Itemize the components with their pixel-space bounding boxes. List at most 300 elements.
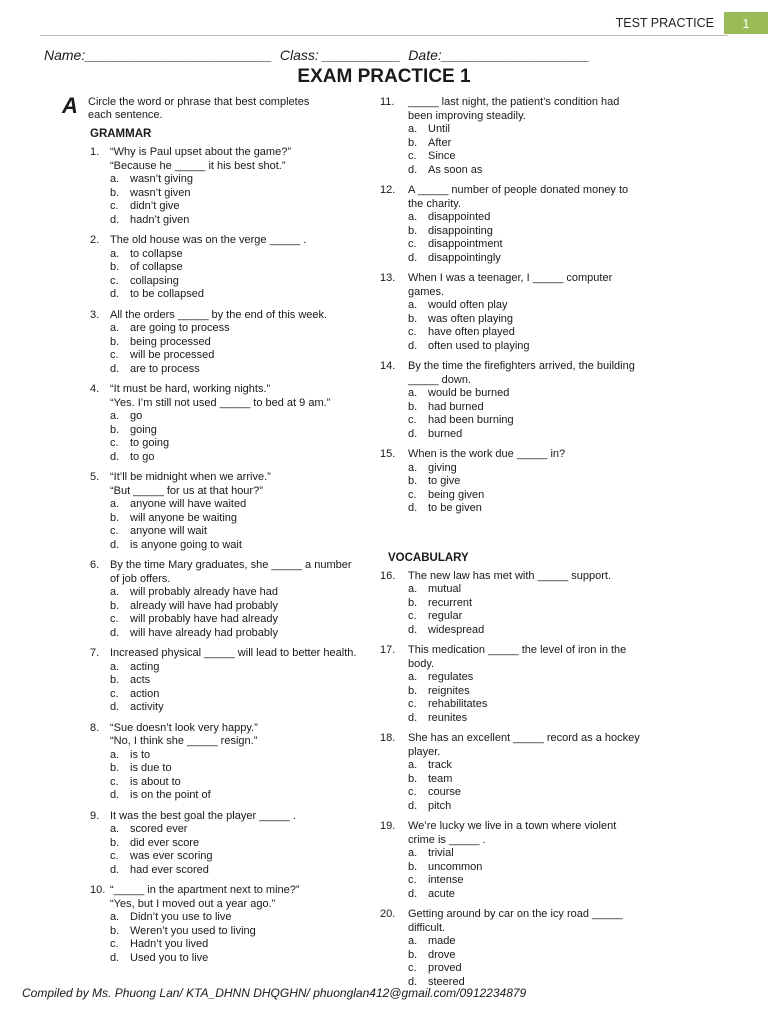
answer-option[interactable]	[408, 502, 720, 516]
option-letter: a.	[408, 387, 418, 399]
answer-option[interactable]	[110, 424, 362, 438]
question-stem: By the time Mary graduates, she _____ a number	[110, 559, 352, 571]
option-text: Weren’t you used to living	[130, 924, 256, 937]
answer-option[interactable]	[110, 586, 362, 600]
answer-option[interactable]	[408, 671, 720, 685]
question-number: 8.	[90, 721, 100, 734]
answer-option[interactable]	[408, 861, 720, 875]
option-text: steered	[428, 975, 465, 988]
option-letter: d.	[408, 251, 418, 264]
option-letter: b.	[408, 596, 418, 609]
answer-option[interactable]	[110, 525, 362, 539]
answer-option[interactable]	[408, 475, 720, 489]
option-letter: c.	[110, 274, 119, 287]
question-stem: games.	[408, 285, 445, 298]
answer-option[interactable]	[110, 437, 362, 451]
option-text: pitch	[428, 799, 452, 812]
answer-option[interactable]	[110, 600, 362, 614]
answer-option[interactable]	[408, 225, 720, 239]
answer-option[interactable]	[110, 911, 362, 925]
option-letter: a.	[408, 671, 418, 683]
answer-option[interactable]	[408, 340, 720, 354]
option-letter: c.	[408, 150, 417, 162]
right-column	[380, 96, 720, 996]
option-letter: d.	[408, 623, 418, 636]
question-item	[380, 908, 720, 989]
option-letter: d.	[408, 163, 418, 176]
grammar-questions-continued	[380, 96, 720, 516]
option-text: wasn’t giving	[130, 173, 193, 185]
answer-option[interactable]	[408, 698, 720, 712]
option-letter: a.	[110, 660, 120, 673]
answer-option[interactable]	[408, 759, 720, 773]
question-number: 1.	[90, 146, 100, 158]
answer-option[interactable]	[408, 583, 720, 597]
option-letter: c.	[110, 613, 119, 625]
question-stem: The old house was on the verge _____ .	[110, 234, 307, 246]
question-item	[62, 146, 362, 227]
option-text: Hadn’t you lived	[130, 938, 209, 950]
question-stem: “It must be hard, working nights.”	[110, 383, 271, 395]
answer-option[interactable]	[110, 627, 362, 641]
option-text: uncommon	[428, 860, 483, 873]
option-text: regular	[428, 610, 463, 622]
option-letter: d.	[408, 502, 418, 514]
question-stem: body.	[408, 657, 435, 670]
option-text: is about to	[130, 775, 181, 788]
option-letter: a.	[408, 583, 418, 595]
option-letter: a.	[110, 498, 120, 510]
option-text: disappointment	[428, 238, 503, 250]
question-stem: All the orders _____ by the end of this week.	[110, 308, 328, 321]
question-item	[62, 722, 362, 803]
answer-option[interactable]	[408, 935, 720, 949]
answer-option[interactable]	[408, 387, 720, 401]
option-letter: b.	[110, 674, 120, 686]
question-stem: “No, I think she _____ resign.”	[110, 735, 258, 747]
option-letter: b.	[408, 772, 418, 785]
question-stem: Getting around by car on the icy road _____	[408, 908, 623, 920]
section-instruction: Circle the word or phrase that best completes each sentence.	[88, 96, 310, 121]
answer-option[interactable]	[408, 313, 720, 327]
question-stem: “Yes, but I moved out a year ago.”	[110, 897, 276, 910]
option-text: being processed	[130, 335, 211, 348]
option-letter: c.	[110, 775, 119, 788]
option-text: course	[428, 786, 462, 798]
answer-option[interactable]	[110, 701, 362, 715]
option-text: burned	[428, 427, 463, 440]
option-text: was ever scoring	[130, 850, 213, 862]
option-text: As soon as	[428, 163, 483, 176]
page-header	[616, 12, 768, 34]
question-stem: “Sue doesn’t look very happy.”	[110, 721, 258, 734]
answer-option[interactable]	[110, 938, 362, 952]
grammar-heading: GRAMMAR	[90, 128, 152, 140]
question-stem: When I was a teenager, I _____ computer	[408, 272, 613, 284]
option-text: disappointed	[428, 211, 491, 223]
option-text: mutual	[428, 583, 462, 595]
option-letter: a.	[408, 759, 418, 771]
option-letter: a.	[408, 847, 418, 859]
option-letter: b.	[408, 136, 418, 149]
answer-option[interactable]	[408, 299, 720, 313]
answer-option[interactable]	[110, 864, 362, 878]
answer-option[interactable]	[110, 173, 362, 187]
option-text: go	[130, 410, 143, 422]
answer-option[interactable]	[110, 336, 362, 350]
option-text: activity	[130, 701, 164, 713]
question-stem: “Why is Paul upset about the game?”	[110, 146, 291, 158]
option-text: widespread	[428, 623, 485, 636]
answer-option[interactable]	[110, 322, 362, 336]
option-letter: d.	[110, 863, 120, 876]
option-text: had been burning	[428, 414, 514, 426]
option-letter: c.	[110, 200, 119, 212]
answer-option[interactable]	[110, 288, 362, 302]
answer-option[interactable]	[110, 539, 362, 553]
option-text: action	[130, 687, 160, 700]
option-text: intense	[428, 874, 464, 886]
question-number: 3.	[90, 308, 100, 321]
option-letter: d.	[408, 427, 418, 440]
question-item	[380, 360, 720, 441]
option-letter: d.	[110, 538, 120, 551]
option-text: disappointingly	[428, 251, 501, 264]
question-item	[62, 383, 362, 464]
option-letter: b.	[408, 860, 418, 873]
question-number: 12.	[380, 184, 396, 196]
option-text: acts	[130, 674, 151, 686]
question-number: 13.	[380, 272, 396, 284]
answer-option[interactable]	[110, 850, 362, 864]
option-letter: a.	[408, 299, 418, 311]
answer-option[interactable]	[110, 187, 362, 201]
option-text: reunites	[428, 711, 468, 724]
question-stem: difficult.	[408, 921, 446, 934]
answer-option[interactable]	[408, 164, 720, 178]
option-letter: d.	[110, 450, 120, 463]
answer-option[interactable]	[110, 214, 362, 228]
question-number: 20.	[380, 908, 396, 920]
option-text: made	[428, 935, 456, 947]
answer-option[interactable]	[110, 749, 362, 763]
option-letter: a.	[110, 823, 120, 835]
header-divider	[40, 35, 728, 36]
option-letter: d.	[110, 701, 120, 713]
option-letter: c.	[110, 437, 119, 449]
option-letter: d.	[110, 288, 120, 300]
answer-option[interactable]	[408, 211, 720, 225]
vocabulary-heading: VOCABULARY	[388, 551, 469, 564]
option-text: would be burned	[428, 387, 510, 399]
option-text: will probably already have had	[130, 586, 278, 598]
option-letter: c.	[408, 414, 417, 426]
answer-option[interactable]	[110, 823, 362, 837]
option-letter: c.	[110, 938, 119, 950]
question-stem: “It’ll be midnight when we arrive.”	[110, 471, 271, 483]
option-text: will have already had probably	[130, 626, 278, 639]
question-stem: By the time the firefighters arrived, the building	[408, 360, 635, 372]
answer-option[interactable]	[408, 712, 720, 726]
left-column	[62, 93, 362, 972]
option-text: is anyone going to wait	[130, 538, 242, 551]
question-number: 11.	[380, 96, 395, 108]
option-text: to go	[130, 450, 155, 463]
option-text: to going	[130, 437, 170, 449]
question-stem: _____ last night, the patient’s condition had	[408, 96, 620, 108]
question-item	[62, 471, 362, 552]
option-text: had burned	[428, 400, 484, 413]
question-stem: When is the work due _____ in?	[408, 448, 566, 460]
answer-option[interactable]	[110, 613, 362, 627]
option-letter: a.	[110, 173, 120, 185]
question-stem: _____ down.	[408, 373, 471, 386]
answer-option[interactable]	[110, 451, 362, 465]
option-letter: a.	[110, 586, 120, 598]
option-letter: b.	[110, 924, 120, 937]
answer-option[interactable]	[408, 597, 720, 611]
question-stem: “Yes. I’m still not used _____ to bed at 9 am.”	[110, 396, 331, 409]
question-number: 17.	[380, 644, 396, 656]
option-letter: b.	[408, 400, 418, 413]
answer-option[interactable]	[408, 610, 720, 624]
answer-option[interactable]	[408, 123, 720, 137]
answer-option[interactable]	[408, 401, 720, 415]
option-letter: b.	[110, 836, 120, 849]
question-stem: We’re lucky we live in a town where violent	[408, 820, 617, 832]
answer-option[interactable]	[408, 949, 720, 963]
option-letter: c.	[408, 326, 417, 338]
question-stem: It was the best goal the player _____ .	[110, 809, 296, 822]
option-letter: b.	[408, 948, 418, 961]
option-letter: a.	[110, 748, 120, 761]
answer-option[interactable]	[408, 137, 720, 151]
option-text: anyone will have waited	[130, 498, 247, 510]
option-text: already will have had probably	[130, 599, 278, 612]
option-letter: b.	[110, 511, 120, 524]
option-letter: b.	[408, 312, 418, 325]
answer-option[interactable]	[408, 238, 720, 252]
option-text: of collapse	[130, 261, 183, 273]
option-letter: c.	[408, 698, 417, 710]
option-letter: a.	[408, 123, 418, 135]
option-text: are to process	[130, 362, 200, 375]
answer-option[interactable]	[408, 888, 720, 902]
question-stem: player.	[408, 745, 441, 758]
option-text: to collapse	[130, 247, 183, 260]
option-letter: a.	[110, 322, 120, 334]
option-text: Since	[428, 150, 456, 162]
question-stem: A _____ number of people donated money to	[408, 184, 629, 196]
answer-option[interactable]	[110, 410, 362, 424]
answer-option[interactable]	[408, 962, 720, 976]
option-text: After	[428, 136, 452, 149]
question-item	[380, 820, 720, 901]
option-text: drove	[428, 948, 456, 961]
option-text: will be processed	[130, 349, 215, 361]
question-number: 19.	[380, 820, 396, 832]
option-text: disappointing	[428, 224, 493, 237]
question-item	[62, 234, 362, 302]
question-number: 5.	[90, 471, 100, 483]
answer-option[interactable]	[408, 847, 720, 861]
question-stem: of job offers.	[110, 572, 171, 585]
question-number: 10.	[90, 884, 106, 896]
option-letter: c.	[408, 786, 417, 798]
answer-option[interactable]	[408, 326, 720, 340]
option-letter: d.	[408, 711, 418, 724]
question-stem: She has an excellent _____ record as a hockey	[408, 732, 640, 744]
answer-option[interactable]	[110, 688, 362, 702]
answer-option[interactable]	[110, 925, 362, 939]
option-text: trivial	[428, 847, 454, 859]
page-footer: Compiled by Ms. Phuong Lan/ KTA_DHNN DHQGHN/ phuonglan412@gmail.com/0912234879	[22, 986, 527, 1000]
option-text: often used to playing	[428, 339, 530, 352]
option-letter: c.	[408, 962, 417, 974]
option-letter: b.	[408, 684, 418, 697]
option-letter: c.	[110, 687, 119, 700]
answer-option[interactable]	[110, 498, 362, 512]
answer-option[interactable]	[408, 685, 720, 699]
answer-option[interactable]	[110, 512, 362, 526]
option-letter: c.	[408, 238, 417, 250]
option-text: will anyone be waiting	[130, 511, 238, 524]
question-item	[380, 732, 720, 813]
answer-option[interactable]	[408, 624, 720, 638]
page-number-badge: 1	[724, 12, 768, 34]
name-class-date-row: Name:________________________ Class: __________ Date:___________________	[44, 47, 590, 63]
question-number: 2.	[90, 234, 100, 246]
option-text: rehabilitates	[428, 698, 488, 710]
option-text: anyone will wait	[130, 525, 208, 537]
option-letter: b.	[408, 475, 418, 487]
question-stem: been improving steadily.	[408, 109, 526, 122]
question-stem: “But _____ for us at that hour?”	[110, 484, 263, 497]
option-text: acute	[428, 887, 455, 900]
question-item	[380, 644, 720, 725]
option-text: had ever scored	[130, 863, 209, 876]
answer-option[interactable]	[110, 789, 362, 803]
option-text: recurrent	[428, 596, 473, 609]
option-text: is due to	[130, 762, 172, 774]
answer-option[interactable]	[408, 252, 720, 266]
question-stem: “Because he _____ it his best shot.”	[110, 159, 286, 172]
option-letter: a.	[408, 461, 418, 474]
question-stem: This medication _____ the level of iron in the	[408, 644, 627, 656]
question-number: 6.	[90, 559, 100, 571]
option-letter: c.	[110, 525, 119, 537]
question-item	[380, 96, 720, 177]
option-letter: d.	[408, 975, 418, 988]
option-text: is on the point of	[130, 789, 211, 801]
option-letter: b.	[408, 224, 418, 237]
option-text: did ever score	[130, 836, 200, 849]
question-stem: crime is _____ .	[408, 833, 486, 846]
answer-option[interactable]	[110, 248, 362, 262]
question-number: 4.	[90, 383, 100, 395]
option-letter: c.	[110, 349, 119, 361]
answer-option[interactable]	[110, 837, 362, 851]
option-text: acting	[130, 660, 160, 673]
option-text: didn’t give	[130, 200, 180, 212]
option-letter: a.	[110, 410, 120, 422]
answer-option[interactable]	[408, 773, 720, 787]
option-letter: c.	[110, 850, 119, 862]
answer-option[interactable]	[408, 786, 720, 800]
option-letter: c.	[408, 488, 417, 501]
answer-option[interactable]	[408, 874, 720, 888]
section-letter: A	[62, 93, 78, 118]
answer-option[interactable]	[110, 200, 362, 214]
option-letter: b.	[110, 335, 120, 348]
question-number: 14.	[380, 360, 396, 372]
answer-option[interactable]	[408, 462, 720, 476]
header-label: TEST PRACTICE	[615, 16, 714, 30]
page-title: EXAM PRACTICE 1	[297, 66, 471, 87]
option-letter: a.	[408, 935, 418, 947]
option-text: Until	[428, 123, 451, 135]
answer-option[interactable]	[110, 661, 362, 675]
question-item	[62, 647, 362, 715]
question-item	[62, 810, 362, 878]
option-letter: a.	[110, 247, 120, 260]
question-item	[62, 884, 362, 965]
option-letter: d.	[110, 951, 120, 964]
option-text: was often playing	[428, 312, 513, 325]
answer-option[interactable]	[110, 674, 362, 688]
answer-option[interactable]	[110, 952, 362, 966]
answer-option[interactable]	[408, 150, 720, 164]
option-text: hadn’t given	[130, 213, 190, 226]
option-text: to be given	[428, 502, 482, 514]
option-text: giving	[428, 461, 457, 474]
option-text: regulates	[428, 671, 474, 683]
answer-option[interactable]	[110, 275, 362, 289]
option-letter: a.	[110, 911, 120, 923]
option-letter: b.	[110, 599, 120, 612]
option-letter: c.	[408, 610, 417, 622]
answer-option[interactable]	[408, 428, 720, 442]
option-text: to be collapsed	[130, 288, 204, 300]
option-text: being given	[428, 488, 485, 501]
option-letter: b.	[110, 261, 120, 273]
answer-option[interactable]	[110, 363, 362, 377]
question-stem: Increased physical _____ will lead to better health.	[110, 647, 357, 659]
question-number: 15.	[380, 448, 396, 460]
question-stem: “_____ in the apartment next to mine?”	[110, 884, 300, 896]
answer-option[interactable]	[110, 776, 362, 790]
question-stem: The new law has met with _____ support.	[408, 569, 612, 582]
answer-option[interactable]	[110, 261, 362, 275]
option-letter: a.	[408, 211, 418, 223]
question-number: 7.	[90, 647, 100, 659]
question-item	[62, 309, 362, 377]
option-letter: b.	[110, 762, 120, 774]
option-letter: b.	[110, 423, 120, 436]
option-text: reignites	[428, 684, 470, 697]
option-text: Didn’t you use to live	[130, 911, 232, 923]
answer-option[interactable]	[408, 414, 720, 428]
answer-option[interactable]	[408, 800, 720, 814]
answer-option[interactable]	[408, 489, 720, 503]
option-text: collapsing	[130, 274, 179, 287]
answer-option[interactable]	[110, 762, 362, 776]
option-letter: b.	[110, 186, 120, 199]
option-text: proved	[428, 962, 462, 974]
option-letter: d.	[110, 362, 120, 375]
answer-option[interactable]	[110, 349, 362, 363]
section-header	[62, 93, 362, 122]
